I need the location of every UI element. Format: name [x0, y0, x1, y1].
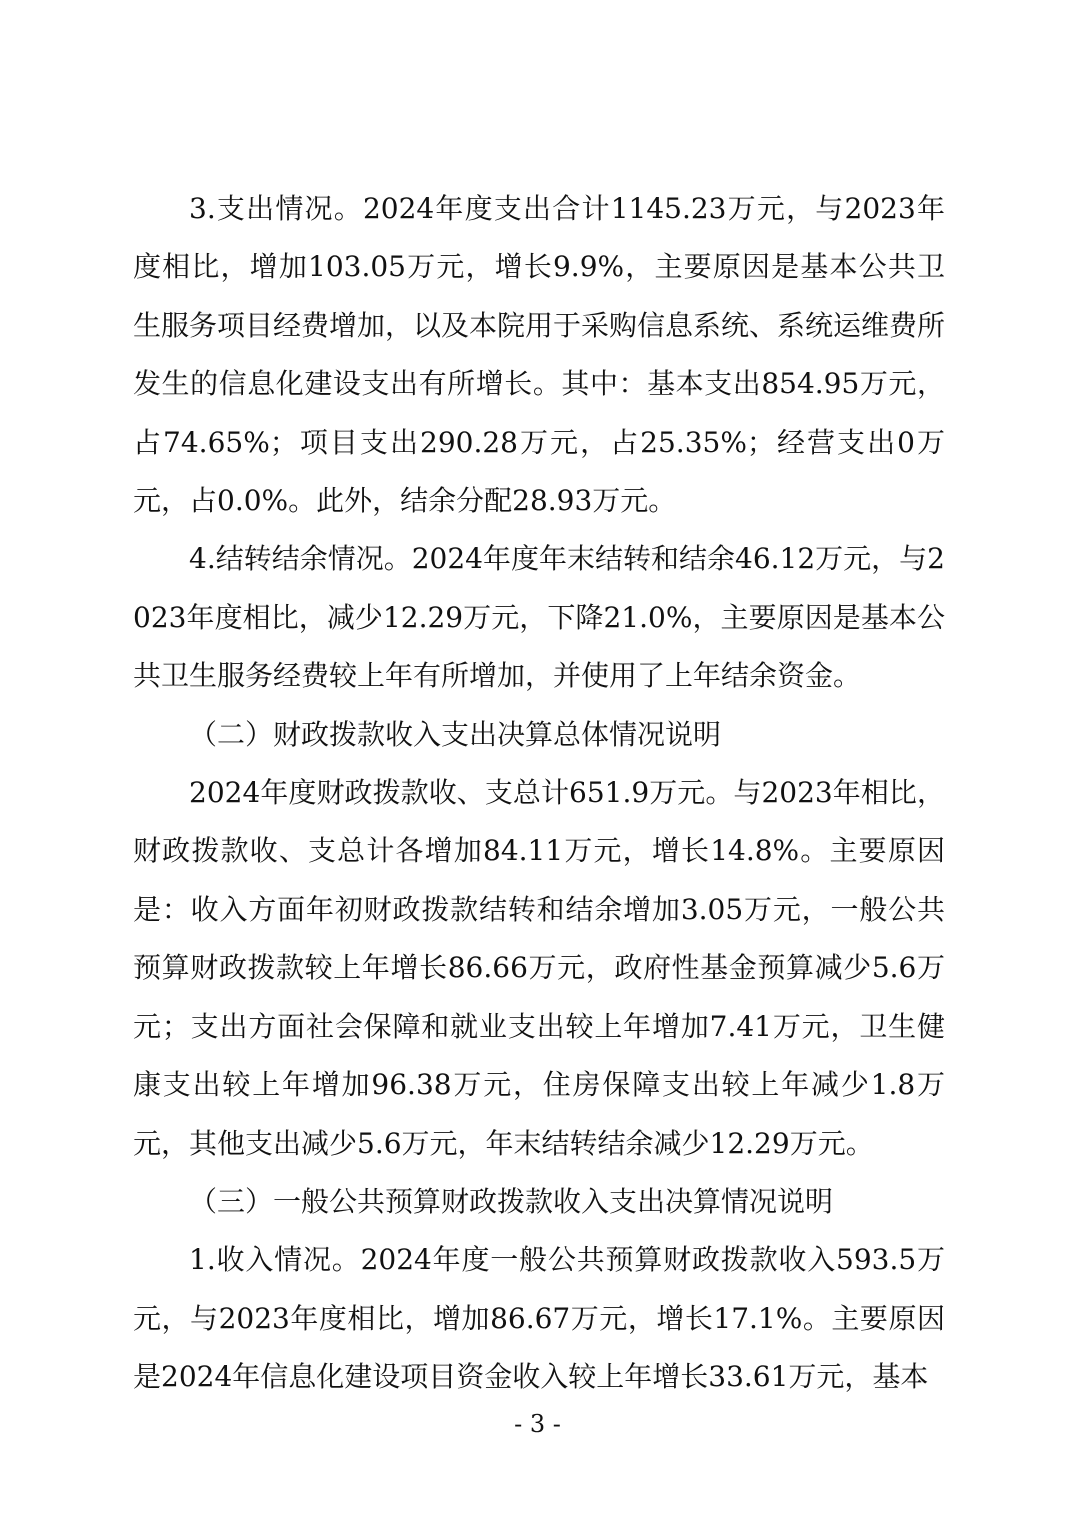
document-body	[133, 180, 945, 1407]
paragraph-carryover-balance: 4.结转结余情况。2024年度年末结转和结余46.12万元，与2023年度相比，减少12.29万元，下降21.0%，主要原因是基本公共卫生服务经费较上年有所增加，并使用了上年结余资金。	[133, 542, 945, 693]
section-heading-general-budget: （三）一般公共预算财政拨款收入支出决算情况说明	[189, 1184, 834, 1218]
paragraph-expenditure: 3.支出情况。2024年度支出合计1145.23万元，与2023年度相比，增加103.05万元，增长9.9%，主要原因是基本公共卫生服务项目经费增加，以及本院用于采购信息系统、系统运维费所发生的信息化建设支出有所增长。其中：基本支出854.95万元，占74.65%；项目支出290.28万元，占25.35%；经营支出0万元，占0.0%。此外，结余分配28.93万元。	[133, 192, 946, 518]
section-heading-fiscal-overview: （二）财政拨款收入支出决算总体情况说明	[189, 717, 722, 751]
page-number: - 3 -	[514, 1410, 561, 1438]
paragraph-fiscal-overview: 2024年度财政拨款收、支总计651.9万元。与2023年相比，财政拨款收、支总计各增加84.11万元，增长14.8%。主要原因是：收入方面年初财政拨款结转和结余增加3.05万元，一般公共预算财政拨款较上年增长86.66万元，政府性基金预算减少5.6万元；支出方面社会保障和就业支出较上年增加7.41万元，卫生健康支出较上年增加96.38万元，住房保障支出较上年减少1.8万元，其他支出减少5.6万元，年末结转结余减少12.29万元。	[133, 776, 945, 1160]
paragraph-general-budget-income: 1.收入情况。2024年度一般公共预算财政拨款收入593.5万元，与2023年度相比，增加86.67万元，增长17.1%。主要原因是2024年信息化建设项目资金收入较上年增长33.61万元，基本	[133, 1243, 945, 1394]
